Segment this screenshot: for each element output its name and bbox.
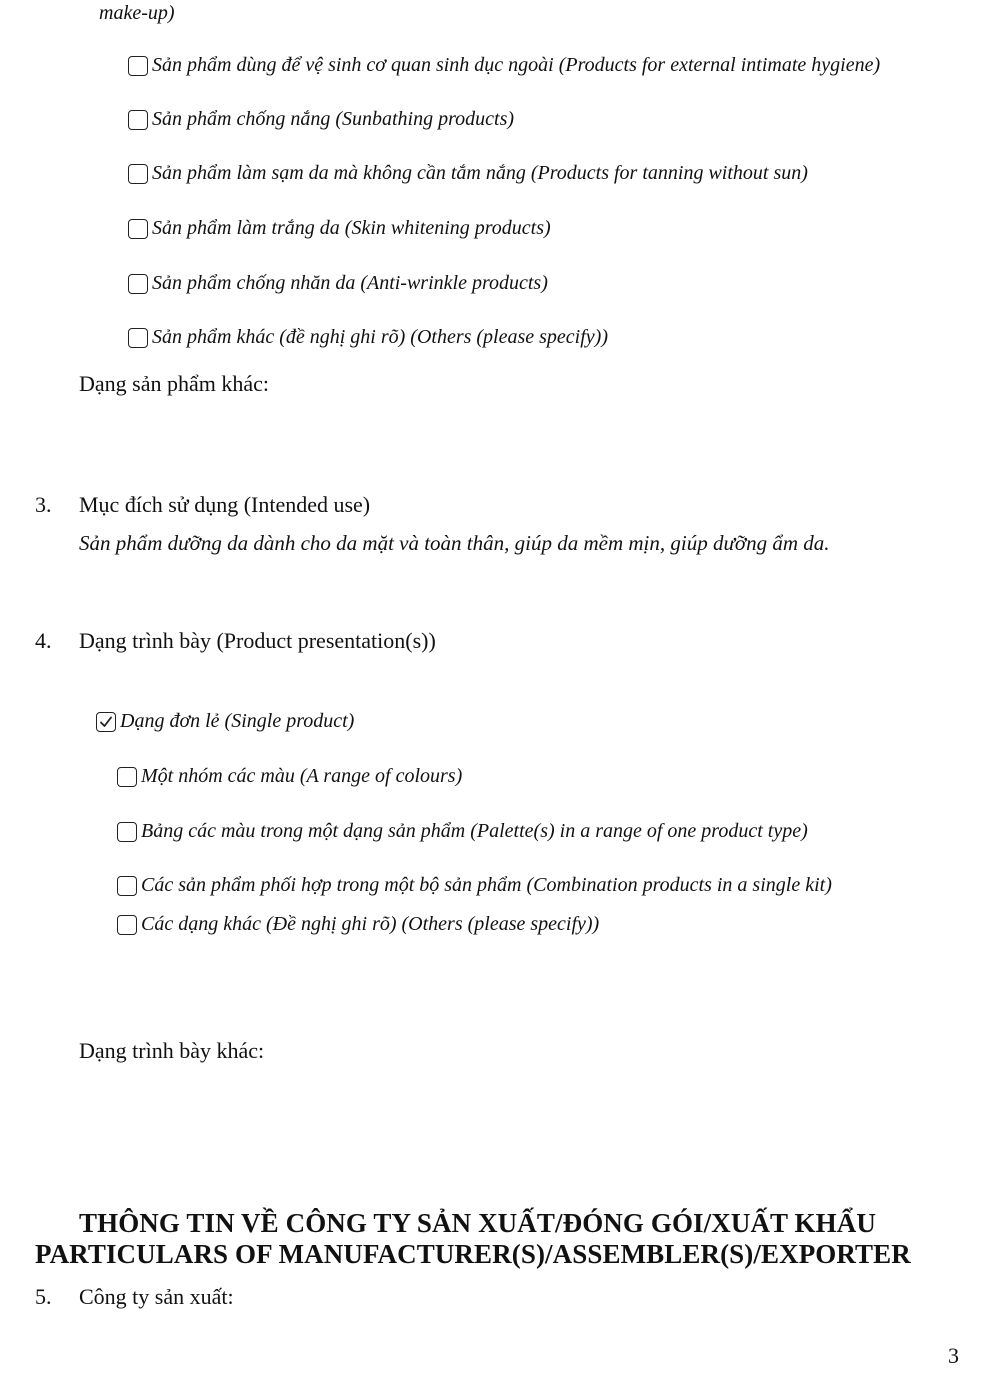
checkbox-option-tanning[interactable] [128, 162, 808, 185]
checkbox-label: Các dạng khác (Đề nghị ghi rõ) (Others (please specify)) [141, 913, 600, 935]
section-number: 3. [35, 492, 52, 517]
checkbox-label: Sản phẩm làm sạm da mà không cần tắm nắng (Products for tanning without sun) [152, 162, 808, 184]
checkbox-icon[interactable] [117, 822, 137, 842]
checkbox-label: Một nhóm các màu (A range of colours) [141, 765, 463, 787]
checkbox-option-whitening[interactable] [128, 217, 551, 240]
continued-text: make-up) [99, 2, 175, 24]
checkbox-label: Sản phẩm làm trắng da (Skin whitening products) [152, 217, 551, 239]
checkbox-label: Sản phẩm chống nắng (Sunbathing products) [152, 108, 515, 130]
checkbox-icon[interactable] [128, 219, 148, 239]
checkbox-icon[interactable] [117, 915, 137, 935]
checkbox-icon[interactable] [128, 110, 148, 130]
checkbox-label: Các sản phẩm phối hợp trong một bộ sản phẩm (Combination products in a single kit) [141, 874, 832, 896]
checkbox-icon[interactable] [128, 328, 148, 348]
section-number: 4. [35, 628, 52, 653]
checkbox-label: Sản phẩm dùng để vệ sinh cơ quan sinh dục ngoài (Products for external intimate hygiene) [152, 54, 881, 76]
checkbox-icon[interactable] [128, 274, 148, 294]
section-title-intended-use: Mục đích sử dụng (Intended use) [79, 492, 371, 517]
checkbox-icon[interactable] [128, 164, 148, 184]
heading-vietnamese: THÔNG TIN VỀ CÔNG TY SẢN XUẤT/ĐÓNG GÓI/XUẤT KHẨU [79, 1208, 876, 1238]
checkbox-option-range-of-colours[interactable] [117, 765, 462, 788]
checkbox-option-combination-kit[interactable] [117, 874, 832, 897]
section-title-product-presentation: Dạng trình bày (Product presentation(s)) [79, 628, 436, 653]
heading-english: PARTICULARS OF MANUFACTURER(S)/ASSEMBLER(S)/EXPORTER [35, 1239, 911, 1269]
checkbox-label: Bảng các màu trong một dạng sản phẩm (Palette(s) in a range of one product type) [141, 820, 808, 842]
checkbox-label: Sản phẩm chống nhăn da (Anti-wrinkle products) [152, 272, 548, 294]
checkbox-icon[interactable] [117, 767, 137, 787]
intended-use-value: Sản phẩm dưỡng da dành cho da mặt và toàn thân, giúp da mềm mịn, giúp dưỡng ẩm da. [79, 531, 830, 555]
checkbox-icon[interactable] [117, 876, 137, 896]
checkbox-option-single-product[interactable] [96, 710, 354, 733]
checkbox-option-others-presentation[interactable] [117, 913, 599, 936]
checkbox-label: Dạng đơn lẻ (Single product) [120, 710, 355, 732]
other-product-type-label: Dạng sản phẩm khác: [79, 371, 269, 396]
page-number: 3 [948, 1343, 959, 1368]
checkbox-label: Sản phẩm khác (đề nghị ghi rõ) (Others (please specify)) [152, 326, 608, 348]
checkbox-checked-icon[interactable] [96, 712, 116, 732]
checkbox-option-sunbathing[interactable] [128, 108, 514, 131]
section-title-manufacturer: Công ty sản xuất: [79, 1284, 234, 1309]
checkbox-option-palette[interactable] [117, 820, 808, 843]
section-number: 5. [35, 1284, 52, 1309]
checkbox-option-anti-wrinkle[interactable] [128, 272, 548, 295]
checkbox-option-intimate-hygiene[interactable] [128, 54, 880, 77]
checkbox-option-others[interactable] [128, 326, 608, 349]
other-presentation-label: Dạng trình bày khác: [79, 1038, 265, 1063]
checkbox-icon[interactable] [128, 56, 148, 76]
